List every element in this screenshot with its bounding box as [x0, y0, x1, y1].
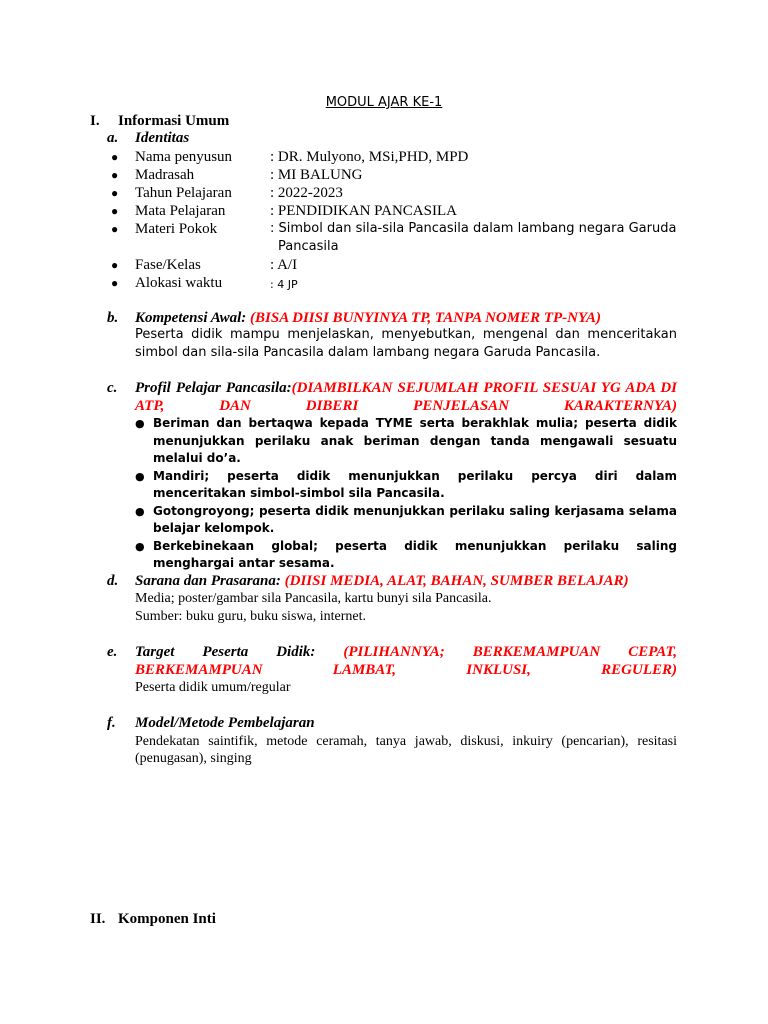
identitas-label: Fase/Kelas	[135, 257, 201, 273]
identitas-value: : DR. Mulyono, MSi,PHD, MPD	[270, 149, 469, 165]
bullet-icon: ●	[111, 186, 119, 200]
bullet-icon: ●	[111, 204, 119, 218]
target-heading-text	[135, 643, 677, 679]
kompetensi-text: Peserta didik mampu menjelaskan, menyebutkan, mengenal dan menceritakan simbol dan sila-sila Pancasila dalam lambang negara Garuda Pancasila.	[135, 327, 677, 360]
profil-item-text: Berkebinekaan global; peserta didik menunjukkan perilaku saling menghargai antar sesama.	[153, 538, 677, 570]
bullet-icon: ●	[135, 469, 145, 483]
profil-item	[135, 538, 677, 573]
bullet-icon: ●	[111, 276, 119, 290]
target-letter: e.	[107, 644, 118, 660]
profil-item	[135, 503, 677, 538]
kompetensi-note: (BISA DIISI BUNYINYA TP, TANPA NOMER TP-NYA)	[250, 310, 602, 326]
section-2-number: II.	[90, 911, 106, 927]
model-letter: f.	[107, 715, 116, 731]
profil-letter: c.	[107, 380, 118, 396]
bullet-icon: ●	[111, 258, 119, 272]
identitas-label: Materi Pokok	[135, 221, 218, 237]
sarana-heading-text	[135, 572, 677, 590]
document-title: MODUL AJAR KE-1	[325, 95, 443, 110]
identitas-label: Madrasah	[135, 167, 195, 183]
profil-note: (DIAMBILKAN SEJUMLAH PROFIL SESUAI YG ADA DI ATP, DAN DIBERI PENJELASAN KARAKTERNYA)	[135, 380, 678, 414]
bullet-icon: ●	[111, 222, 119, 236]
sarana-line-2: Sumber: buku guru, buku siswa, internet.	[135, 609, 366, 624]
profil-heading-text	[135, 379, 677, 415]
identitas-label: Alokasi waktu	[135, 275, 223, 291]
identitas-title: Identitas	[135, 130, 190, 146]
identitas-label: Nama penyusun	[135, 149, 233, 165]
profil-title: Profil Pelajar Pancasila:	[135, 380, 292, 396]
sarana-line-1: Media; poster/gambar sila Pancasila, kartu bunyi sila Pancasila.	[135, 591, 492, 606]
bullet-icon: ●	[135, 504, 145, 518]
bullet-icon: ●	[135, 539, 145, 553]
target-title: Target Peserta Didik:	[135, 644, 316, 660]
profil-item-text: Mandiri; peserta didik menunjukkan perilaku percya diri dalam menceritakan simbol-simbol sila Pancasila.	[153, 468, 677, 500]
profil-item-text: Beriman dan bertaqwa kepada TYME serta berakhlak mulia; peserta didik menunjukkan perilaku anak beriman dengan tanda mengawali sesuatu melalui do’a.	[153, 416, 677, 465]
section-2-label: Komponen Inti	[118, 911, 216, 927]
profil-item	[135, 468, 677, 503]
identitas-value: : 2022-2023	[270, 185, 343, 201]
model-text: Pendekatan saintifik, metode ceramah, tanya jawab, diskusi, inkuiry (pencarian), resitasi (penugasan), singing	[135, 734, 677, 766]
bullet-icon: ●	[135, 417, 145, 430]
identitas-value: : A/I	[270, 257, 298, 273]
profil-list	[135, 415, 677, 573]
profil-item	[135, 415, 677, 468]
section-1-label: Informasi Umum	[118, 113, 230, 129]
identitas-value: : PENDIDIKAN PANCASILA	[270, 203, 457, 219]
identitas-label: Tahun Pelajaran	[135, 185, 232, 201]
identitas-letter: a.	[107, 130, 119, 146]
identitas-value: : 4 JP	[270, 278, 298, 291]
identitas-value-continued: Pancasila	[278, 239, 339, 254]
identitas-value: : MI BALUNG	[270, 167, 363, 183]
kompetensi-heading-text	[135, 309, 677, 327]
sarana-note: (DIISI MEDIA, ALAT, BAHAN, SUMBER BELAJAR)	[284, 573, 629, 589]
sarana-title: Sarana dan Prasarana:	[135, 573, 281, 589]
kompetensi-title: Kompetensi Awal:	[135, 310, 247, 326]
identitas-value: : Simbol dan sila-sila Pancasila dalam lambang negara Garuda	[270, 221, 677, 236]
sarana-letter: d.	[107, 573, 119, 589]
profil-item-text: Gotongroyong; peserta didik menunjukkan perilaku saling kerjasama selama belajar kelompok.	[153, 503, 677, 535]
section-1-number: I.	[90, 113, 100, 129]
kompetensi-letter: b.	[107, 310, 119, 326]
bullet-icon: ●	[111, 168, 119, 182]
bullet-icon: ●	[111, 150, 119, 164]
model-title: Model/Metode Pembelajaran	[135, 715, 315, 731]
identitas-label: Mata Pelajaran	[135, 203, 226, 219]
target-text: Peserta didik umum/regular	[135, 680, 291, 695]
target-note: (PILIHANNYA; BERKEMAMPUAN CEPAT, BERKEMAMPUAN LAMBAT, INKLUSI, REGULER)	[135, 644, 677, 678]
